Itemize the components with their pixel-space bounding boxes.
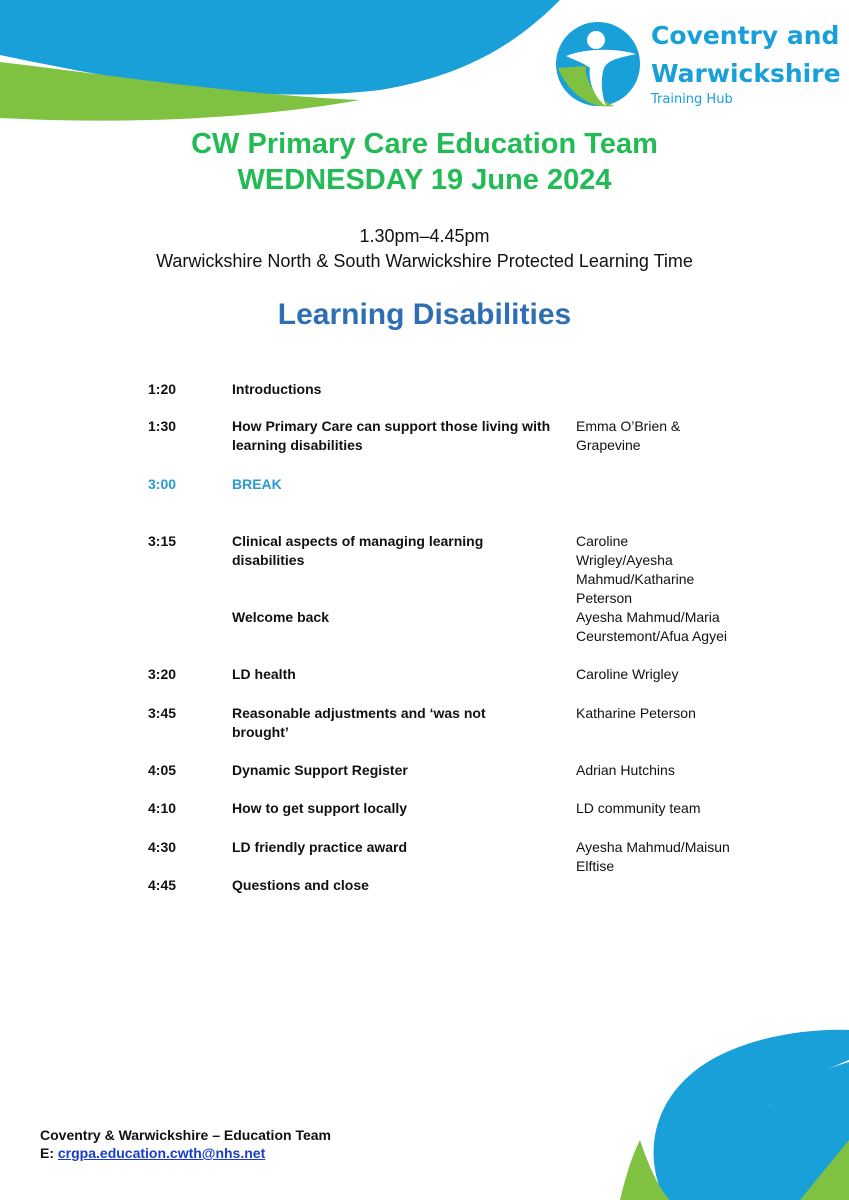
agenda-speaker: Adrian Hutchins: [576, 762, 675, 778]
agenda-time: 1:20: [148, 381, 177, 397]
agenda-speaker: Katharine Peterson: [576, 705, 696, 721]
agenda-item: Welcome back: [232, 609, 330, 625]
agenda-time: 4:10: [148, 800, 177, 816]
event-date: WEDNESDAY 19 June 2024: [237, 164, 612, 196]
agenda-item: BREAK: [232, 476, 282, 492]
agenda-speaker: LD community team: [576, 800, 701, 816]
agenda-time: 4:30: [148, 839, 177, 855]
agenda-time: 3:45: [148, 705, 177, 721]
footer-email-link[interactable]: crgpa.education.cwth@nhs.net: [57, 1145, 266, 1161]
agenda-item: How Primary Care can support those living with learning disabilities: [232, 418, 551, 453]
agenda-item: Questions and close: [232, 877, 369, 893]
agenda-item: Clinical aspects of managing learning disabilities: [232, 533, 484, 568]
agenda-time: 1:30: [148, 418, 177, 434]
agenda-item: How to get support locally: [232, 800, 408, 816]
agenda-time: 3:20: [148, 666, 177, 682]
agenda-item: LD friendly practice award: [232, 839, 408, 855]
footer-email-line: [40, 1144, 331, 1162]
team-title: CW Primary Care Education Team: [191, 128, 658, 160]
footer: [40, 1126, 331, 1162]
agenda-speaker: Ayesha Mahmud/Maria Ceurstemont/Afua Agyei: [576, 609, 727, 644]
agenda-item: LD health: [232, 666, 296, 682]
agenda-time: 3:15: [148, 533, 177, 549]
agenda-item: Reasonable adjustments and ‘was not brought’: [232, 705, 486, 740]
agenda-speaker: Caroline Wrigley: [576, 666, 679, 682]
event-time: 1.30pm–4.45pm: [359, 226, 490, 246]
agenda-speaker: Caroline Wrigley/Ayesha Mahmud/Katharine Peterson: [576, 533, 695, 606]
agenda-item: Dynamic Support Register: [232, 762, 408, 778]
logo-line-2: Warwickshire: [651, 59, 841, 88]
subject-heading: Learning Disabilities: [277, 298, 572, 331]
footer-email-label: E:: [40, 1145, 54, 1161]
agenda-time: 3:00: [148, 476, 177, 492]
agenda-speaker: Emma O’Brien & Grapevine: [576, 418, 681, 453]
footer-org: Coventry & Warwickshire – Education Team: [40, 1127, 331, 1143]
logo-line-1: Coventry and: [651, 21, 840, 50]
logo-line-3: Training Hub: [651, 92, 733, 107]
training-hub-logo: [556, 18, 846, 118]
agenda-time: 4:45: [148, 877, 177, 893]
agenda-time: 4:05: [148, 762, 177, 778]
event-session: Warwickshire North & South Warwickshire Protected Learning Time: [156, 251, 693, 271]
agenda-speaker: Ayesha Mahmud/Maisun Elftise: [576, 839, 730, 874]
agenda-item: Introductions: [232, 381, 322, 397]
logo-figure-icon: [556, 18, 644, 110]
